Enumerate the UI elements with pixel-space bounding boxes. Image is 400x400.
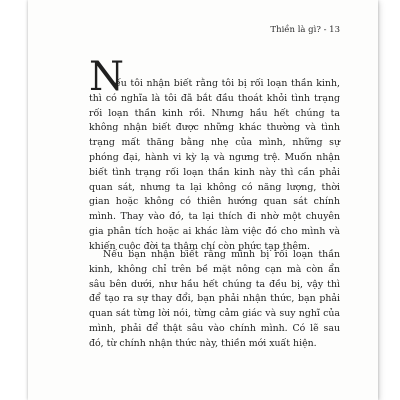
running-header: Thiền là gì? - 13 xyxy=(270,25,340,35)
text-line: sâu bên dưới, như hầu hết chúng ta đều bị, vậy thì xyxy=(89,278,340,290)
text-line: mình, phải để thật sâu vào chính mình. Có lẽ sau xyxy=(89,322,340,334)
text-line: thì có nghĩa là tôi đã bắt đầu thoát khỏi tình trạng xyxy=(89,92,340,104)
text-line: quan sát, nhưng ta lại không có năng lượng, thời xyxy=(89,181,340,193)
text-line: khiến cuộc đời ta thậm chí còn phức tạp thêm. xyxy=(89,240,310,252)
text-line: Nếu bạn nhận biết rằng mình bị rối loạn thần xyxy=(103,249,340,260)
text-line: phóng đại, hành vi kỳ lạ và ngưng trệ. Muốn nhận xyxy=(89,151,340,163)
text-line: kinh, không chỉ trên bề mặt nông cạn mà còn ẩn xyxy=(89,263,340,275)
text-line: đó, từ chính nhận thức này, thiền mới xuất hiện. xyxy=(89,337,317,349)
drop-cap-letter: N xyxy=(89,54,124,100)
text-line: rối loạn thần kinh rồi. Nhưng hầu hết chúng ta xyxy=(89,107,340,119)
text-line: để tạo ra sự thay đổi, bạn phải nhận thức, bạn phải xyxy=(89,293,340,305)
text-line: không nhận biết được những khác thường và tình xyxy=(89,122,340,134)
book-page xyxy=(28,0,378,400)
paragraph-1-first-line: ếu tôi nhận biết rằng tôi bị rối loạn thần kinh, xyxy=(115,78,340,89)
text-line: quan sát từng lời nói, từng cảm giác và suy nghĩ của xyxy=(89,308,340,320)
text-line: mình. Thay vào đó, ta lại thích đi nhờ một chuyên xyxy=(89,211,340,223)
text-line: gia phân tích hoặc ai khác làm việc đó cho mình và xyxy=(89,225,340,237)
text-line: biết tình trạng rối loạn thần kinh này thì cần phải xyxy=(89,166,340,178)
text-line: trạng mất thăng bằng nhẹ của mình, những sự xyxy=(89,137,340,149)
paragraph-2 xyxy=(89,248,340,352)
text-line xyxy=(89,77,340,92)
text-line: gian hoặc không có thiên hướng quan sát chính xyxy=(89,196,340,208)
paragraph-1 xyxy=(89,77,340,255)
